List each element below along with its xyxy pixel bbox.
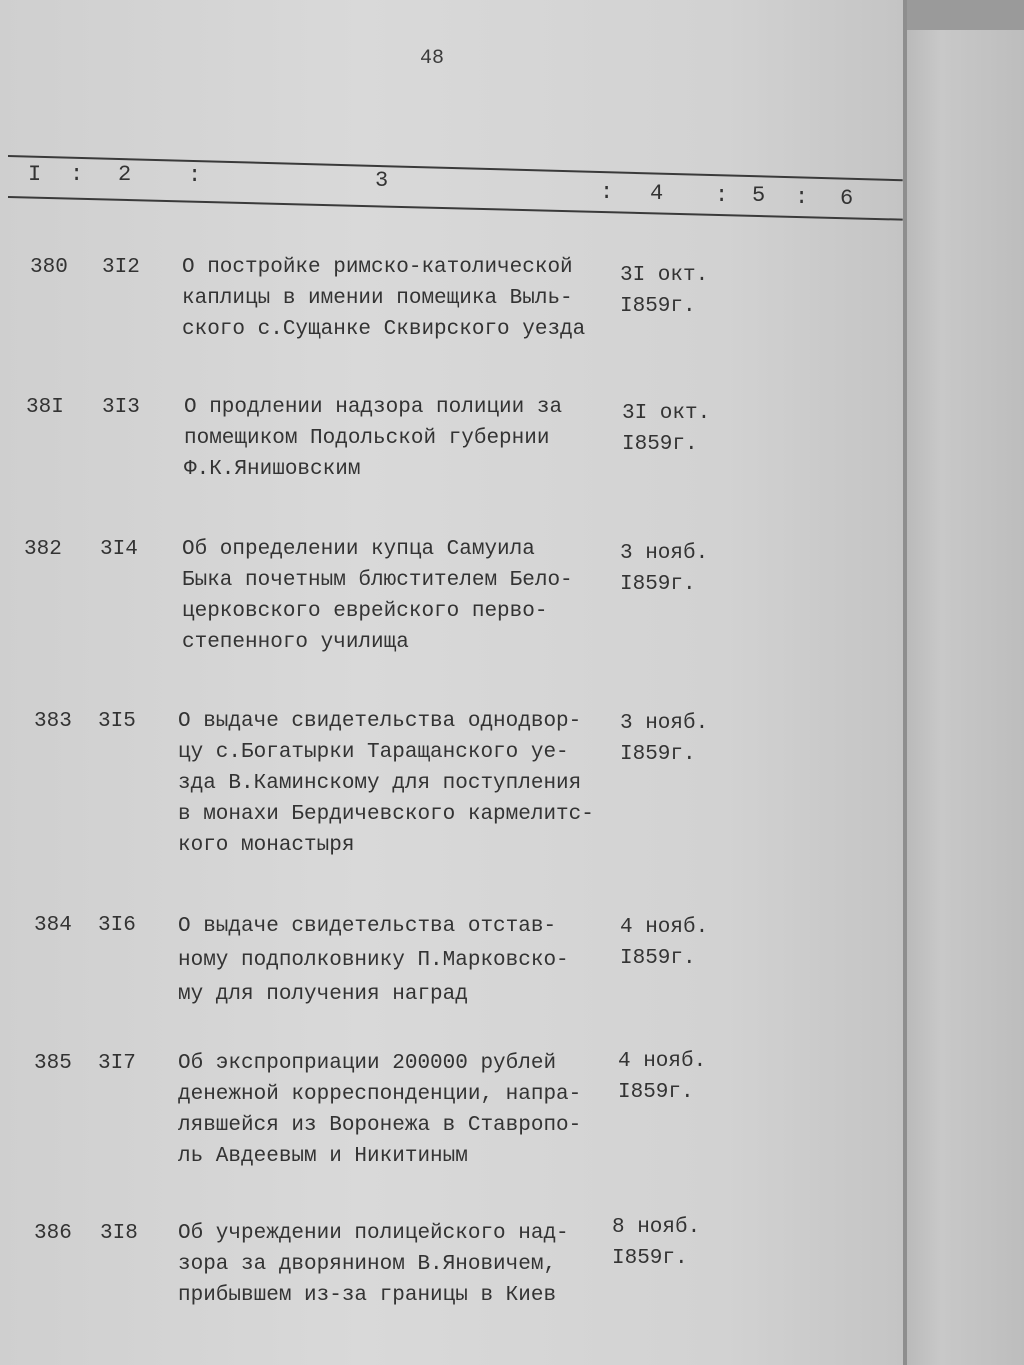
title-line: зора за дворянином В.Яновичем, — [178, 1253, 557, 1276]
date-line: 3I окт. — [620, 264, 709, 287]
title-line: Об учреждении полицейского над- — [178, 1222, 569, 1245]
title-line: му для получения наград — [178, 983, 468, 1006]
header-col-4: 4 — [650, 181, 664, 206]
title-line: прибывшем из-за границы в Киев — [178, 1284, 557, 1307]
date-line: I859г. — [622, 433, 698, 456]
title-line: О выдаче свидетельства отстав- — [178, 915, 557, 938]
record-number: 386 — [34, 1222, 72, 1245]
record-number: 380 — [30, 256, 68, 279]
case-date — [620, 538, 730, 600]
case-number: 3I3 — [102, 396, 140, 419]
title-line: О продлении надзора полиции за — [184, 396, 563, 419]
date-line: 3 нояб. — [620, 542, 709, 565]
case-date — [620, 260, 730, 322]
date-line: I859г. — [618, 1081, 694, 1104]
case-number: 3I7 — [98, 1052, 136, 1075]
header-col-6: 6 — [840, 186, 854, 211]
date-line: I859г. — [620, 295, 696, 318]
case-number: 3I2 — [102, 256, 140, 279]
title-line: Об экспроприации 200000 рублей — [178, 1052, 557, 1075]
header-col-3: 3 — [375, 168, 389, 193]
header-top-rule — [8, 155, 903, 181]
title-line: ному подполковнику П.Марковско- — [178, 949, 569, 972]
header-separator: : — [795, 185, 809, 210]
header-col-1: I — [28, 162, 42, 187]
title-line: в монахи Бердичевского кармелитс- — [178, 803, 594, 826]
case-date — [612, 1212, 722, 1274]
date-line: I859г. — [612, 1247, 688, 1270]
case-title — [182, 534, 622, 658]
case-date — [620, 708, 730, 770]
header-separator: : — [600, 180, 614, 205]
date-line: 8 нояб. — [612, 1216, 701, 1239]
title-line: денежной корреспонденции, напра- — [178, 1083, 582, 1106]
case-title — [178, 910, 618, 1012]
date-line: I859г. — [620, 573, 696, 596]
date-line: I859г. — [620, 947, 696, 970]
date-line: 3 нояб. — [620, 712, 709, 735]
title-line: зда В.Каминскому для поступления — [178, 772, 582, 795]
title-line: кого монастыря — [178, 834, 355, 857]
case-title — [184, 392, 624, 485]
title-line: цу с.Богатырки Таращанского уе- — [178, 741, 569, 764]
case-title — [178, 1218, 618, 1311]
title-line: лявшейся из Воронежа в Ставропо- — [178, 1114, 582, 1137]
date-line: 4 нояб. — [618, 1050, 707, 1073]
date-line: I859г. — [620, 743, 696, 766]
case-number: 3I6 — [98, 914, 136, 937]
date-line: 3I окт. — [622, 402, 711, 425]
case-date — [622, 398, 732, 460]
title-line: Об определении купца Самуила — [182, 538, 535, 561]
header-col-2: 2 — [118, 162, 132, 187]
header-separator: : — [188, 163, 202, 188]
case-number: 3I8 — [100, 1222, 138, 1245]
case-title — [178, 706, 618, 861]
underlying-page — [905, 30, 1024, 1365]
title-line: О выдаче свидетельства однодвор- — [178, 710, 582, 733]
title-line: степенного училища — [182, 631, 409, 654]
title-line: Быка почетным блюстителем Бело- — [182, 569, 573, 592]
date-line: 4 нояб. — [620, 916, 709, 939]
record-number: 383 — [34, 710, 72, 733]
title-line: О постройке римско-католической — [182, 256, 573, 279]
case-number: 3I5 — [98, 710, 136, 733]
title-line: ского с.Сущанке Сквирского уезда — [182, 318, 586, 341]
title-line: ль Авдеевым и Никитиным — [178, 1145, 468, 1168]
case-number: 3I4 — [100, 538, 138, 561]
title-line: каплицы в имении помещика Выль- — [182, 287, 573, 310]
case-title — [178, 1048, 618, 1172]
title-line: помещиком Подольской губернии — [184, 427, 550, 450]
page-number: 48 — [420, 47, 445, 70]
record-number: 385 — [34, 1052, 72, 1075]
case-date — [620, 912, 730, 974]
header-separator: : — [70, 162, 84, 187]
record-number: 384 — [34, 914, 72, 937]
title-line: церковского еврейского перво- — [182, 600, 548, 623]
header-col-5: 5 — [752, 183, 766, 208]
title-line: Ф.К.Янишовским — [184, 458, 361, 481]
record-number: 38I — [26, 396, 64, 419]
page-edge — [903, 0, 907, 1365]
case-title — [182, 252, 622, 345]
header-separator: : — [715, 183, 729, 208]
header-bottom-rule — [8, 196, 903, 221]
record-number: 382 — [24, 538, 62, 561]
case-date — [618, 1046, 728, 1108]
